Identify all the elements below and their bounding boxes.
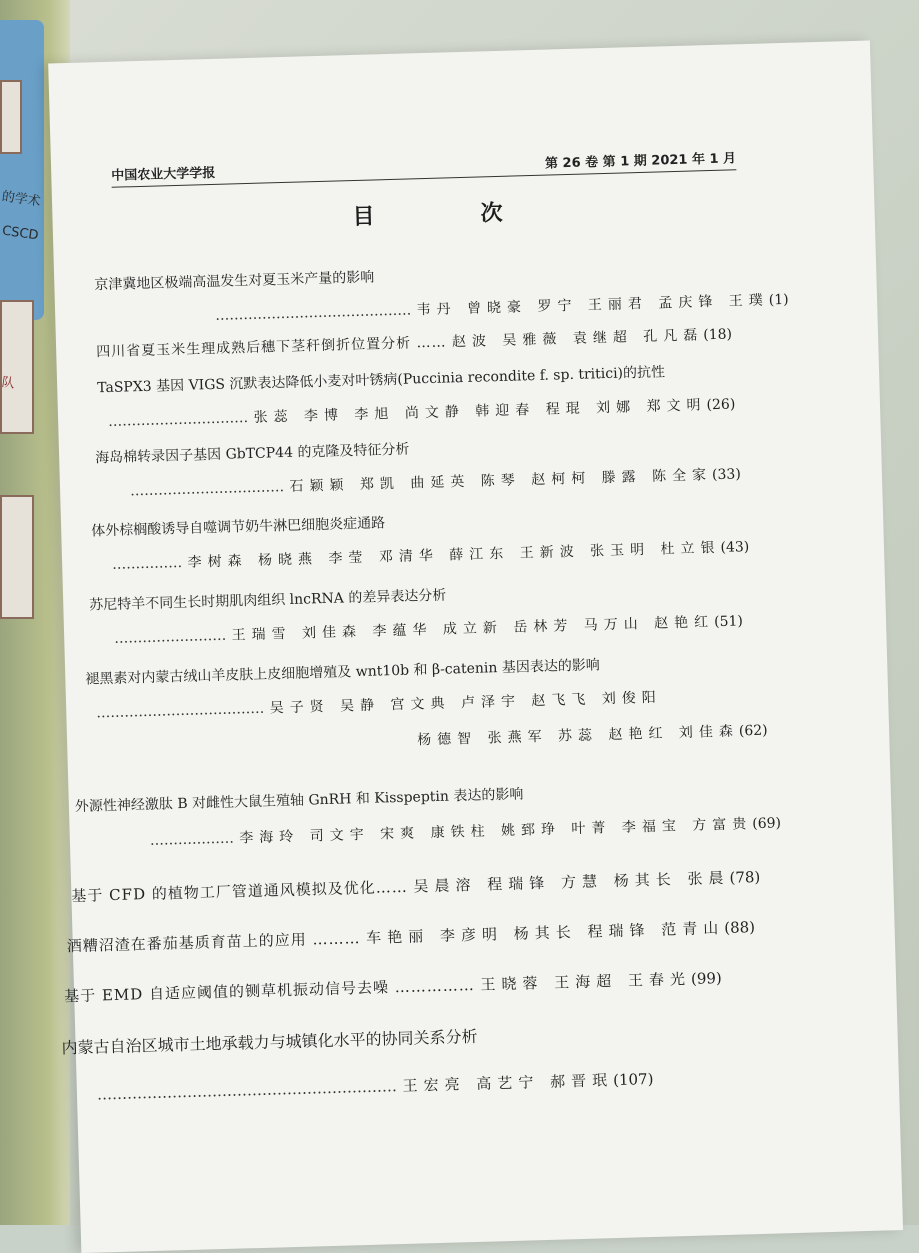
entry-authors: 杨德智 张燕军 苏蕊 赵艳红 刘佳森 [416,723,740,749]
cover-text-1: 的学术 [0,189,42,210]
entry-authors: 李海玲 司文宇 宋爽 康铁柱 姚郅琤 叶菁 李福宝 方富贵 [239,816,753,847]
entry-single-line [71,864,831,906]
entry-page: (18) [703,326,733,344]
entry-title: 酒糟沼渣在番茄基质育苗上的应用 ……… [66,929,361,956]
entry-authors: 吴晨溶 程瑞锋 方慧 杨其长 张晨 [413,868,730,896]
entry-page: (51) [713,613,744,631]
entry-authors: 李树森 杨晓燕 李莹 邓清华 薛江东 王新波 张玉明 杜立银 [187,539,721,571]
entry-author-line [108,391,818,431]
entry-page: (88) [723,918,756,937]
entry-single-line [64,964,834,1006]
entry-authors: 王宏亮 高艺宁 郝晋珉 [402,1071,614,1095]
entry-title: 外源性神经激肽 B 对雌性大鼠生殖轴 GnRH 和 Kisspeptin 表达的影响 [74,786,524,816]
cover-text-3: 队 [0,375,16,392]
leader-dots: ………………………… [107,410,249,430]
toc-entry [69,775,830,852]
leader-dots: …………………………………… [215,302,412,324]
entry-page: (107) [612,1069,654,1090]
entry-page: (43) [720,539,750,556]
entry-authors: 吴子贤 吴静 宫文典 卢泽宇 赵飞飞 刘俊阳 [269,689,663,717]
running-header [111,147,736,187]
toc-entry [61,1014,837,1105]
entry-title: 基于 EMD 自适应阈值的铡草机振动信号去噪 …………… [63,975,475,1006]
leader-dots: …………………… [114,627,227,647]
leader-dots: ……………… [149,830,235,849]
entry-author-line [112,534,822,574]
entry-author-line [215,288,815,325]
toc-entry [66,914,833,956]
leader-dots: …………… [111,554,183,573]
entry-authors: 韦丹 曾晓豪 罗宁 王丽君 孟庆锋 王璞 [416,292,769,319]
entry-title: 京津冀地区极端高温发生对夏玉米产量的影响 [94,269,375,294]
entry-authors: 张蕊 李博 李旭 尚文静 韩迎春 程琨 刘娜 郑文明 [253,397,707,426]
entry-title: TaSPX3 基因 VIGS 沉默表达降低小麦对叶锈病(Puccinia recondite f. sp. tritici)的抗性 [97,364,666,397]
toc-entry [59,427,820,502]
entry-author-line [130,461,820,500]
entry-page: (78) [729,867,761,887]
entry-page: (62) [738,722,768,740]
toc-entry [57,357,818,432]
toc-entry [71,864,831,906]
leader-dots: …………………………… [129,479,285,500]
entry-author-line-2 [417,718,827,749]
entry-title: 体外棕榈酸诱导自噬调节奶牛淋巴细胞炎症通路 [91,515,386,540]
cover-box-3 [0,495,34,619]
entry-page: (26) [706,396,736,414]
entry-author-line [150,811,830,850]
entry-title: 基于 CFD 的植物工厂管道通风模拟及优化…… [71,877,408,906]
entry-title: 褪黑素对内蒙古绒山羊皮肤上皮细胞增殖及 wnt10b 和 β-catenin 基因表达的影响 [85,657,601,688]
entry-single-line [67,914,833,956]
entry-page: (33) [711,466,742,484]
journal-name: 中国农业大学学报 [111,165,216,184]
entry-single-line [96,321,816,361]
entry-author-line [114,608,824,648]
entry-title: 苏尼特羊不同生长时期肌肉组织 lncRNA 的差异表达分析 [89,587,447,614]
entry-authors: 石颖颖 郑凯 曲延英 陈琴 赵柯柯 滕露 陈全家 [289,467,713,495]
entry-authors: 王晓蓉 王海超 王春光 [480,969,692,994]
entry-authors: 赵波 吴雅薇 袁继超 孔凡磊 [451,327,704,351]
entry-page: (69) [752,815,782,833]
journal-page [48,41,903,1253]
toc-entry [56,321,816,362]
toc-entry [63,574,824,649]
toc-entry [65,648,827,759]
cover-box-1 [0,80,22,154]
toc-entry [61,500,822,575]
toc-entry [63,964,834,1006]
entry-authors: 王瑞雪 刘佳森 李蕴华 成立新 岳林芳 马万山 赵艳红 [231,614,715,644]
issue-info: 第 26 卷 第 1 期 2021 年 1 月 [544,151,737,172]
toc-entry [54,254,815,329]
entry-page: (99) [690,969,722,988]
cover-text-2: CSCD [1,223,40,244]
entry-author-line [96,682,826,722]
entry-authors: 车艳丽 李彦明 杨其长 程瑞锋 范青山 [366,918,725,947]
entry-page: (1) [768,291,789,309]
cover-panel [0,20,44,320]
toc-title: 目 次 [352,199,545,231]
leader-dots: …………………………………………………… [96,1077,398,1104]
leader-dots: ……………………………… [96,700,265,722]
entry-title: 海岛棉转录因子基因 GbTCP44 的克隆及特征分析 [94,441,410,467]
entry-author-line [97,1063,837,1105]
cover-box-2 [0,300,34,434]
entry-title: 内蒙古自治区城市土地承载力与城镇化水平的协同关系分析 [61,1026,478,1058]
entry-title: 四川省夏玉米生理成熟后穗下茎秆倒折位置分析 …… [96,334,447,361]
